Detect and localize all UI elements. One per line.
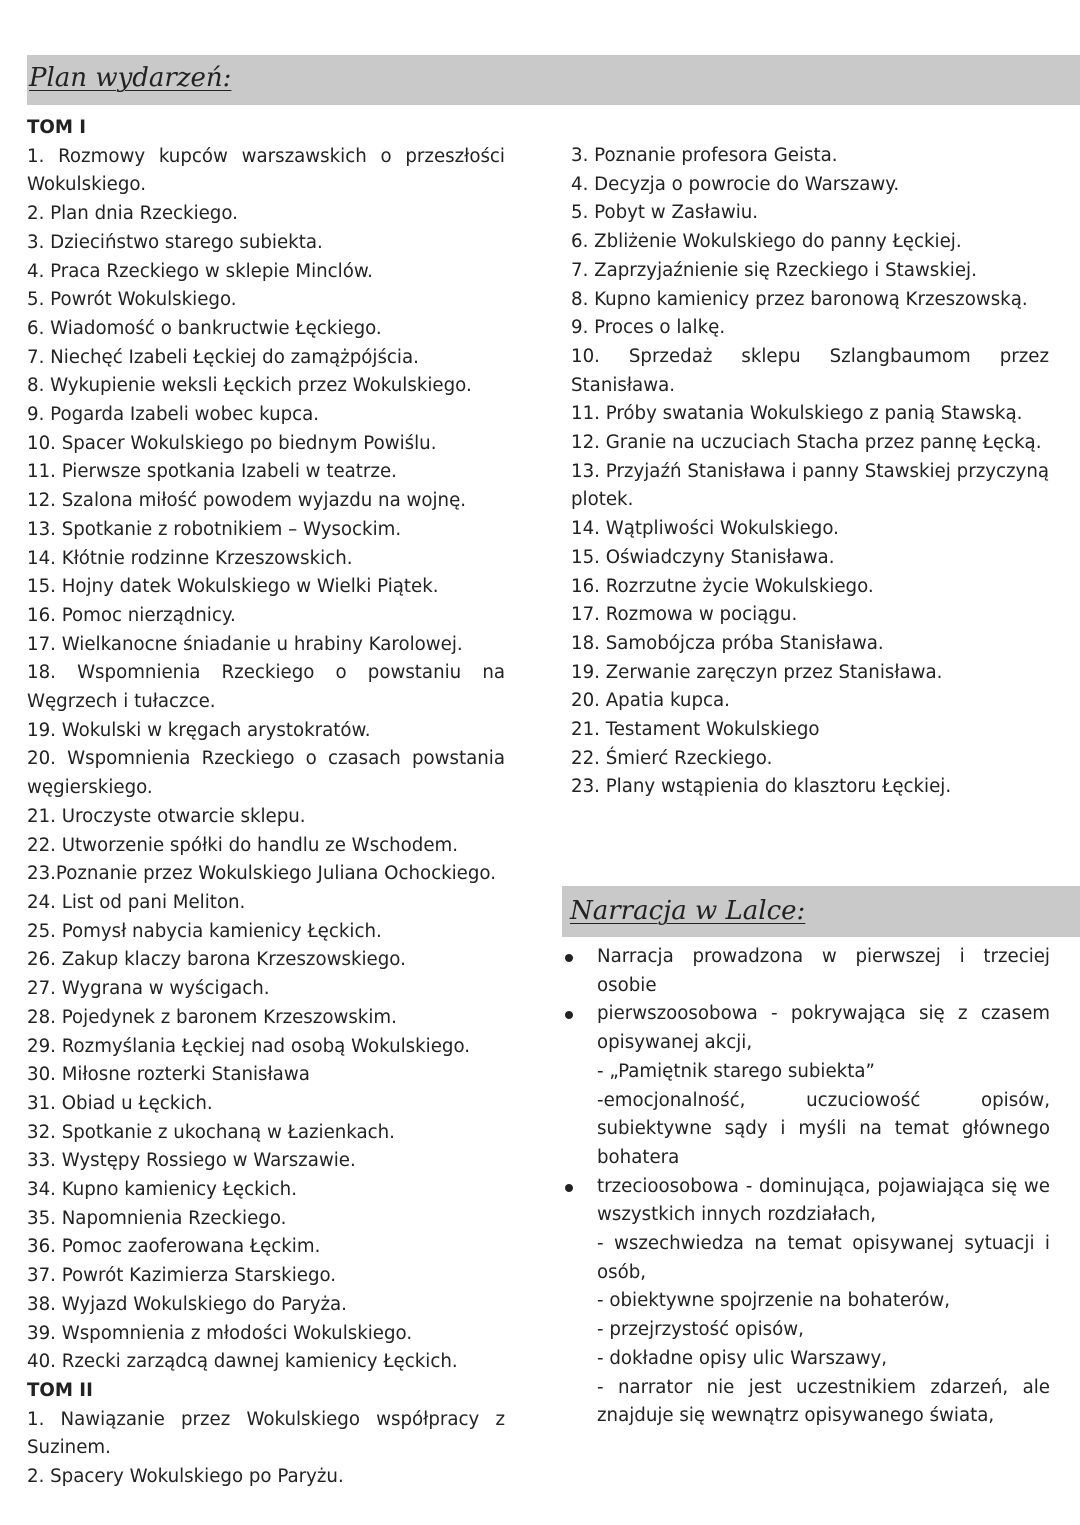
left-column [27, 114, 505, 1492]
bullet-text: Narracja prowadzona w pierwszej i trzeciej osobie [597, 946, 1050, 996]
list-item: 21. Testament Wokulskiego [571, 719, 820, 741]
list-item: 1. Rozmowy kupców warszawskich o przeszłości Wokulskiego. [27, 145, 505, 196]
list-item: 12. Szalona miłość powodem wyjazdu na wojnę. [27, 490, 467, 512]
list-item: 19. Wokulski w kręgach arystokratów. [27, 719, 371, 741]
bullet-icon [565, 954, 573, 962]
list-item: 22. Utworzenie spółki do handlu ze Wschodem. [27, 834, 459, 856]
list-item: 35. Napomnienia Rzeckiego. [27, 1207, 287, 1229]
sub-item: - dokładne opisy ulic Warszawy, [597, 1347, 888, 1369]
bullet-icon [565, 1011, 573, 1019]
narration-list [562, 943, 1050, 1431]
list-item: 6. Wiadomość o bankructwie Łęckiego. [27, 317, 382, 339]
list-item: 30. Miłosne rozterki Stanisława [27, 1064, 310, 1086]
list-item: 7. Zaprzyjaźnienie się Rzeckiego i Stawskiej. [571, 259, 977, 281]
sub-item: - obiektywne spojrzenie na bohaterów, [597, 1290, 951, 1312]
tom1-heading: TOM I [27, 117, 87, 138]
list-item: 8. Wykupienie weksli Łęckich przez Wokulskiego. [27, 375, 472, 397]
list-item: 11. Pierwsze spotkania Izabeli w teatrze. [27, 461, 397, 483]
list-item: 20. Apatia kupca. [571, 690, 730, 712]
list-item: 4. Praca Rzeckiego w sklepie Minclów. [27, 260, 373, 282]
list-item: 5. Pobyt w Zasławiu. [571, 202, 759, 224]
bullet-item [562, 943, 1050, 1000]
list-item: 39. Wspomnienia z młodości Wokulskiego. [27, 1322, 413, 1344]
list-item: 2. Plan dnia Rzeckiego. [27, 203, 238, 225]
list-item: 6. Zbliżenie Wokulskiego do panny Łęckiej. [571, 231, 962, 253]
list-item: 15. Oświadczyny Stanisława. [571, 546, 835, 568]
list-item: 16. Rozrzutne życie Wokulskiego. [571, 575, 874, 597]
list-item: 31. Obiad u Łęckich. [27, 1092, 213, 1114]
sub-item: -emocjonalność, uczuciowość opisów, subiektywne sądy i myśli na temat głównego bohatera [597, 1089, 1050, 1168]
narration-banner [562, 886, 1080, 937]
list-item: 38. Wyjazd Wokulskiego do Paryża. [27, 1293, 347, 1315]
list-item: 23. Plany wstąpienia do klasztoru Łęckiej. [571, 776, 952, 798]
sub-item: - przejrzystość opisów, [597, 1319, 804, 1341]
list-item: 36. Pomoc zaoferowana Łęckim. [27, 1236, 321, 1258]
list-item: 29. Rozmyślania Łęckiej nad osobą Wokulskiego. [27, 1035, 471, 1057]
list-item: 28. Pojedynek z baronem Krzeszowskim. [27, 1006, 397, 1028]
list-item: 17. Wielkanocne śniadanie u hrabiny Karolowej. [27, 633, 463, 655]
list-item: 18. Wspomnienia Rzeckiego o powstaniu na Węgrzech i tułaczce. [27, 662, 505, 713]
plan-title: Plan wydarzeń: [29, 63, 232, 93]
list-item: 34. Kupno kamienicy Łęckich. [27, 1179, 297, 1201]
list-item: 27. Wygrana w wyścigach. [27, 978, 270, 1000]
list-item: 3. Poznanie profesora Geista. [571, 145, 838, 166]
list-item: 18. Samobójcza próba Stanisława. [571, 632, 884, 654]
list-item: 15. Hojny datek Wokulskiego w Wielki Piątek. [27, 576, 439, 598]
list-item: 12. Granie na uczuciach Stacha przez pannę Łęcką. [571, 432, 1042, 454]
list-item: 37. Powrót Kazimierza Starskiego. [27, 1265, 337, 1287]
list-item: 9. Pogarda Izabeli wobec kupca. [27, 404, 320, 426]
tom2-heading: TOM II [27, 1379, 93, 1401]
list-item: 9. Proces o lalkę. [571, 317, 726, 339]
list-item: 3. Dzieciństwo starego subiekta. [27, 231, 323, 253]
list-item: 1. Nawiązanie przez Wokulskiego współpracy z Suzinem. [27, 1408, 505, 1459]
list-item: 13. Przyjaźń Stanisława i panny Stawskiej przyczyną plotek. [571, 460, 1049, 511]
list-item: 33. Występy Rossiego w Warszawie. [27, 1150, 356, 1172]
list-item: 26. Zakup klaczy barona Krzeszowskiego. [27, 949, 406, 971]
list-item: 7. Niechęć Izabeli Łęckiej do zamążpójścia. [27, 346, 419, 368]
list-item: 8. Kupno kamienicy przez baronową Krzeszowską. [571, 288, 1028, 310]
list-item: 13. Spotkanie z robotnikiem – Wysockim. [27, 518, 402, 540]
list-item: 24. List od pani Meliton. [27, 891, 246, 913]
list-item: 11. Próby swatania Wokulskiego z panią Stawską. [571, 403, 1023, 425]
plan-banner [27, 55, 1080, 105]
list-item: 21. Uroczyste otwarcie sklepu. [27, 805, 306, 827]
list-item: 17. Rozmowa w pociągu. [571, 604, 798, 626]
list-item: 20. Wspomnienia Rzeckiego o czasach powstania węgierskiego. [27, 748, 505, 799]
list-item: 10. Sprzedaż sklepu Szlangbaumom przez Stanisława. [571, 345, 1049, 396]
list-item: 4. Decyzja o powrocie do Warszawy. [571, 173, 900, 195]
list-item: 19. Zerwanie zaręczyn przez Stanisława. [571, 661, 943, 683]
list-item: 5. Powrót Wokulskiego. [27, 289, 237, 311]
sub-item: - narrator nie jest uczestnikiem zdarzeń, ale znajduje się wewnątrz opisywanego świata, [597, 1376, 1050, 1427]
list-item: 23.Poznanie przez Wokulskiego Juliana Ochockiego. [27, 863, 497, 885]
sub-item: - wszechwiedza na temat opisywanej sytuacji i osób, [597, 1233, 1050, 1283]
list-item: 25. Pomysł nabycia kamienicy Łęckich. [27, 920, 382, 942]
bullet-text: pierwszoosobowa - pokrywająca się z czasem opisywanej akcji, [597, 1003, 1050, 1054]
list-item: 22. Śmierć Rzeckiego. [571, 747, 773, 769]
list-item: 16. Pomoc nierządnicy. [27, 604, 236, 626]
list-item: 2. Spacery Wokulskiego po Paryżu. [27, 1466, 344, 1488]
bullet-icon [565, 1184, 573, 1192]
right-column [571, 142, 1049, 802]
list-item: 32. Spotkanie z ukochaną w Łazienkach. [27, 1121, 395, 1143]
list-item: 40. Rzecki zarządcą dawnej kamienicy Łęckich. [27, 1351, 458, 1373]
narration-title: Narracja w Lalce: [570, 896, 806, 926]
sub-item: - „Pamiętnik starego subiekta” [597, 1060, 875, 1082]
list-item: 10. Spacer Wokulskiego po biednym Powiślu. [27, 432, 437, 454]
bullet-text: trzecioosobowa - dominująca, pojawiająca się we wszystkich innych rozdziałach, [597, 1175, 1050, 1226]
list-item: 14. Wątpliwości Wokulskiego. [571, 518, 839, 540]
list-item: 14. Kłótnie rodzinne Krzeszowskich. [27, 547, 353, 569]
bullet-item [562, 1000, 1050, 1057]
bullet-item [562, 1173, 1050, 1230]
